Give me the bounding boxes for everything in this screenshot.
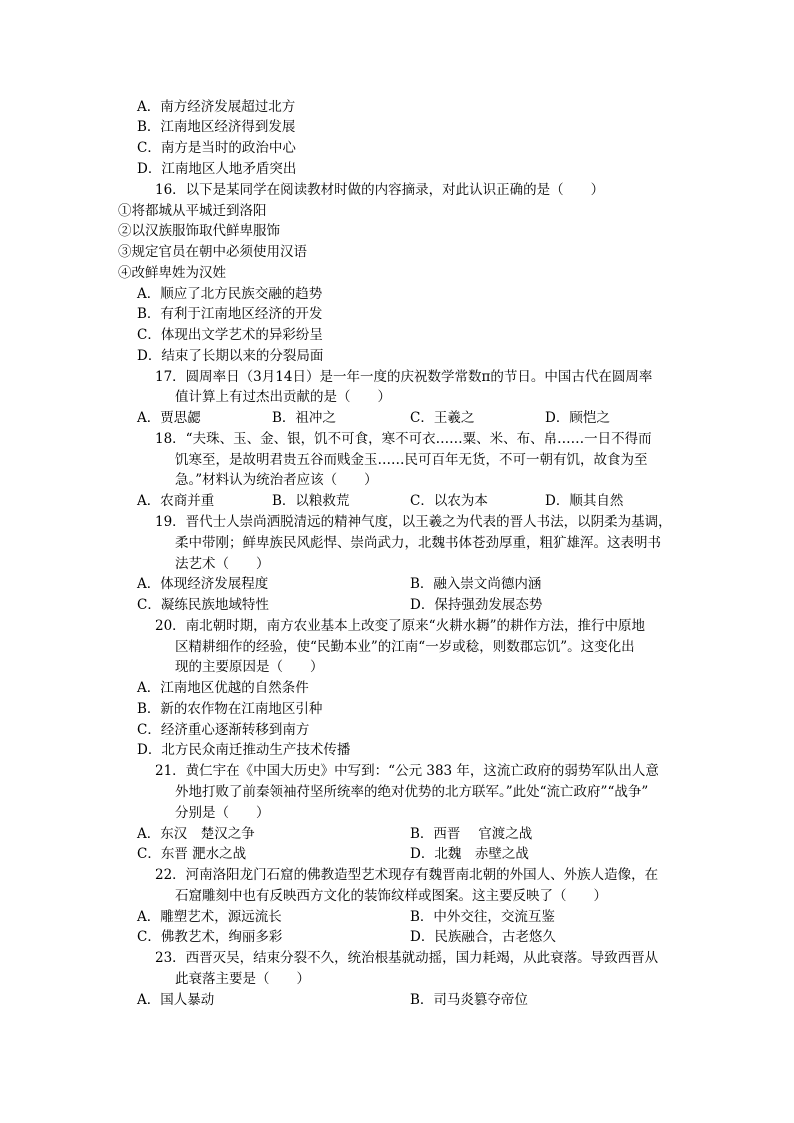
q16-stem: 16．以下是某同学在阅读教材时做的内容摘录，对此认识正确的是（ ） <box>155 182 605 198</box>
q15-option-d: D．江南地区人地矛盾突出 <box>137 161 297 177</box>
q16-item-1: ①将都城从平城迁到洛阳 <box>118 203 267 219</box>
q22-stem-line-1: 22．河南洛阳龙门石窟的佛教造型艺术现存有魏晋南北朝的外国人、外族人造像，在 <box>155 867 659 883</box>
q17-stem-line-1: 17．圆周率日（3月14日）是一年一度的庆祝数学常数π的节日。中国古代在圆周率 <box>155 369 653 385</box>
q16-item-2: ②以汉族服饰取代鲜卑服饰 <box>118 223 280 239</box>
q20-option-b: B．新的农作物在江南地区引种 <box>137 701 323 717</box>
q22-option-b: B．中外交往，交流互鉴 <box>410 909 555 925</box>
q18-stem-line-3: 急。”材料认为统治者应该（ ） <box>175 472 378 488</box>
q20-option-c: C．经济重心逐渐转移到南方 <box>137 722 310 738</box>
q22-option-c: C．佛教艺术，绚丽多彩 <box>137 929 283 945</box>
q17-stem-line-2: 值计算上有过杰出贡献的是（ ） <box>175 389 391 405</box>
q18-option-d: D．顺其自然 <box>545 493 624 509</box>
q20-stem-line-2: 区精耕细作的经验，使“民勤本业”的江南“一岁或稔，则数郡忘饥”。这变化出 <box>175 639 635 655</box>
q16-option-d: D．结束了长期以来的分裂局面 <box>137 348 324 364</box>
q19-option-a: A．体现经济发展程度 <box>137 576 269 592</box>
q21-option-c: C．东晋 淝水之战 <box>137 846 247 862</box>
q18-option-c: C．以农为本 <box>410 493 488 509</box>
q18-stem-line-1: 18．“夫珠、玉、金、银，饥不可食，寒不可衣……粟、米、布、帛……一日不得而 <box>155 431 652 447</box>
q16-option-b: B．有利于江南地区经济的开发 <box>137 306 323 322</box>
q21-option-a: A．东汉 楚汉之争 <box>137 826 255 842</box>
q23-option-b: B．司马炎篡夺帝位 <box>410 992 528 1008</box>
q19-stem-line-2: 柔中带刚；鲜卑族民风彪悍、崇尚武力，北魏书体苍劲厚重，粗犷雄浑。这表明书 <box>175 535 661 551</box>
q17-option-d: D．顾恺之 <box>545 410 610 426</box>
q16-option-c: C．体现出文学艺术的异彩纷呈 <box>137 327 323 343</box>
q18-stem-line-2: 饥寒至，是故明君贵五谷而贱金玉……民可百年无货，不可一朝有饥，故食为至 <box>175 452 648 468</box>
q20-stem-line-1: 20．南北朝时期，南方农业基本上改变了原来“火耕水耨”的耕作方法，推行中原地 <box>155 618 645 634</box>
q19-stem-line-3: 法艺术（ ） <box>175 556 270 572</box>
q15-option-b: B．江南地区经济得到发展 <box>137 119 296 135</box>
q16-item-4: ④改鲜卑姓为汉姓 <box>118 265 226 281</box>
q16-option-a: A．顺应了北方民族交融的趋势 <box>137 286 323 302</box>
q20-option-a: A．江南地区优越的自然条件 <box>137 680 309 696</box>
q21-option-d: D．北魏 赤壁之战 <box>410 846 529 862</box>
q20-stem-line-3: 现的主要原因是（ ） <box>175 659 324 675</box>
q15-option-c: C．南方是当时的政治中心 <box>137 140 296 156</box>
q17-option-a: A．贾思勰 <box>137 410 201 426</box>
q22-option-d: D．民族融合，古老悠久 <box>410 929 556 945</box>
q23-stem-line-1: 23．西晋灭吴，结束分裂不久，统治根基就动摇，国力耗竭，从此衰落。导致西晋从 <box>155 950 659 966</box>
q18-option-b: B．以粮救荒 <box>272 493 350 509</box>
q21-option-b: B．西晋 官渡之战 <box>410 826 533 842</box>
q15-option-a: A．南方经济发展超过北方 <box>137 99 296 115</box>
q21-stem-line-1: 21．黄仁宇在《中国大历史》中写到：“公元 383 年，这流亡政府的弱势军队出人意 <box>155 763 659 779</box>
q18-option-a: A．农商并重 <box>137 493 215 509</box>
q20-option-d: D．北方民众南迁推动生产技术传播 <box>137 742 351 758</box>
q17-option-c: C．王羲之 <box>410 410 475 426</box>
q22-stem-line-2: 石窟雕刻中也有反映西方文化的装饰纹样或图案。这主要反映了（ ） <box>175 888 607 904</box>
q21-stem-line-2: 外地打败了前秦领袖苻坚所统率的绝对优势的北方联军。”此处“流亡政府”“战争” <box>175 784 649 800</box>
q19-option-b: B．融入崇文尚德内涵 <box>410 576 542 592</box>
q22-option-a: A．雕塑艺术，源远流长 <box>137 909 282 925</box>
q16-item-3: ③规定官员在朝中必须使用汉语 <box>118 244 307 260</box>
q23-option-a: A．国人暴动 <box>137 992 215 1008</box>
q23-stem-line-2: 此衰落主要是（ ） <box>175 971 310 987</box>
q19-option-d: D．保持强劲发展态势 <box>410 597 543 613</box>
q21-stem-line-3: 分别是（ ） <box>175 805 270 821</box>
q19-option-c: C．凝练民族地域特性 <box>137 597 269 613</box>
q19-stem-line-1: 19．晋代士人崇尚洒脱清远的精神气度，以王羲之为代表的晋人书法，以阴柔为基调， <box>155 514 672 530</box>
q17-option-b: B．祖冲之 <box>272 410 336 426</box>
